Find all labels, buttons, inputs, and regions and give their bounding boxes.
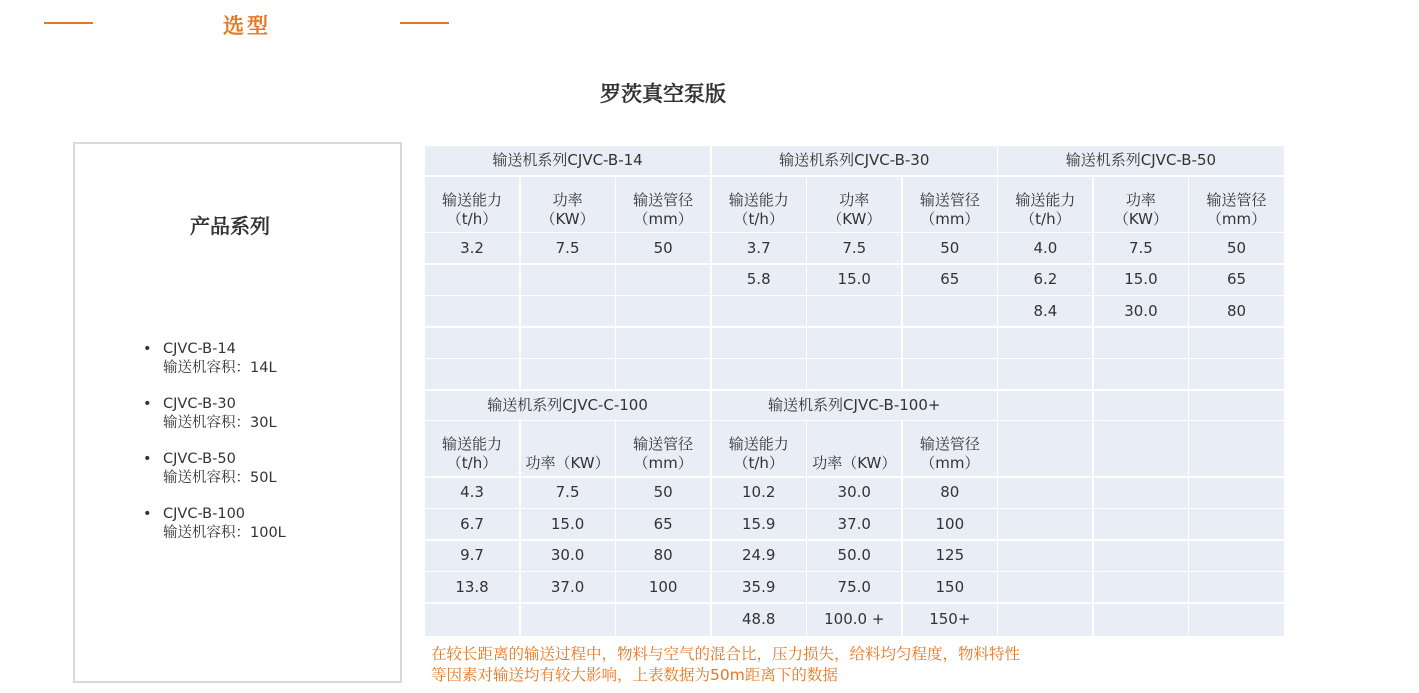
- table-cell: 50.0: [807, 541, 901, 571]
- table-cell: 13.8: [425, 572, 519, 602]
- table-cell: 35.9: [712, 572, 806, 602]
- table-header-cell: 输送管径 （mm）: [1189, 177, 1283, 232]
- table-cell: 6.2: [998, 265, 1092, 295]
- table-cell: [521, 265, 615, 295]
- table-cell: [1189, 541, 1283, 571]
- table-cell: [1189, 604, 1283, 636]
- table-cell: 150: [903, 572, 997, 602]
- table-cell: [998, 572, 1092, 602]
- table-cell: [521, 296, 615, 326]
- table-header-cell: 输送能力 （t/h）: [425, 177, 519, 232]
- table-cell: 15.0: [807, 265, 901, 295]
- table-cell: 7.5: [807, 233, 901, 263]
- table-header-cell: 功率 （KW）: [1094, 177, 1188, 232]
- table-cell: 5.8: [712, 265, 806, 295]
- table-header-cell: [1189, 421, 1283, 476]
- table-cell: [425, 604, 519, 636]
- table-cell: 37.0: [521, 572, 615, 602]
- table-cell: [1094, 359, 1188, 389]
- table-cell: 65: [903, 265, 997, 295]
- list-item: • CJVC-B-30 输送机容积：30L: [143, 396, 277, 431]
- table-header-cell: 功率 （KW）: [807, 177, 901, 232]
- table-cell: [1094, 509, 1188, 539]
- series-list: [143, 340, 286, 560]
- title-rule-right: [400, 22, 449, 24]
- table-cell: [616, 604, 710, 636]
- table-cell: [903, 359, 997, 389]
- table-cell: 7.5: [1094, 233, 1188, 263]
- table-cell: [425, 296, 519, 326]
- table-cell: 8.4: [998, 296, 1092, 326]
- table-cell: 50: [616, 478, 710, 508]
- table-header-cell: 输送能力 （t/h）: [712, 421, 806, 476]
- table-cell: [1094, 604, 1188, 636]
- table-cell: 65: [616, 509, 710, 539]
- bullet-icon: •: [143, 396, 152, 412]
- table-cell: 9.7: [425, 541, 519, 571]
- table-cell: 15.0: [1094, 265, 1188, 295]
- table-header-cell: 输送管径 （mm）: [616, 421, 710, 476]
- table-cell: [616, 359, 710, 389]
- table-cell: [616, 265, 710, 295]
- table-header-cell: 功率 （KW）: [521, 177, 615, 232]
- table-cell: 125: [903, 541, 997, 571]
- table-group-title: 输送机系列CJVC-B-30: [712, 146, 997, 175]
- table-cell: [1094, 541, 1188, 571]
- table-cell: 15.0: [521, 509, 615, 539]
- table-cell: 50: [616, 233, 710, 263]
- table-header-cell: 输送能力 （t/h）: [998, 177, 1092, 232]
- table-cell: [425, 265, 519, 295]
- table-cell: 65: [1189, 265, 1283, 295]
- table-cell: 7.5: [521, 233, 615, 263]
- table-cell: [712, 296, 806, 326]
- table-cell: [903, 296, 997, 326]
- table-cell: 24.9: [712, 541, 806, 571]
- table-cell: 100: [903, 509, 997, 539]
- table-cell: 3.7: [712, 233, 806, 263]
- table-cell: [712, 328, 806, 358]
- table-cell: [521, 359, 615, 389]
- table-header-cell: 输送管径 （mm）: [616, 177, 710, 232]
- table-group-title: 输送机系列CJVC-B-14: [425, 146, 710, 175]
- table-cell: 80: [903, 478, 997, 508]
- bullet-icon: •: [143, 341, 152, 357]
- table-group-title: 输送机系列CJVC-C-100: [425, 391, 710, 420]
- table-cell: [616, 296, 710, 326]
- table-cell: 150+: [903, 604, 997, 636]
- table-cell: [903, 328, 997, 358]
- table-cell: [712, 359, 806, 389]
- table-cell: 48.8: [712, 604, 806, 636]
- table-cell: 10.2: [712, 478, 806, 508]
- table-cell: [1189, 509, 1283, 539]
- table-cell: 75.0: [807, 572, 901, 602]
- table-cell: [1189, 328, 1283, 358]
- table-cell: [1189, 359, 1283, 389]
- table-header-cell: [1094, 421, 1188, 476]
- page-title: 罗茨真空泵版: [600, 82, 726, 106]
- table-cell: [807, 328, 901, 358]
- table-cell: 37.0: [807, 509, 901, 539]
- table-cell: 6.7: [425, 509, 519, 539]
- table-cell: [807, 296, 901, 326]
- table-cell: [1189, 572, 1283, 602]
- table-cell: [521, 604, 615, 636]
- table-header-cell: 输送能力 （t/h）: [712, 177, 806, 232]
- table-cell: 80: [616, 541, 710, 571]
- table-cell: 50: [903, 233, 997, 263]
- table-cell: [425, 359, 519, 389]
- title-rule-left: [44, 22, 93, 24]
- selection-table: [425, 146, 1285, 636]
- table-header-cell: 功率（KW）: [807, 421, 901, 476]
- bullet-icon: •: [143, 506, 152, 522]
- table-cell: 4.0: [998, 233, 1092, 263]
- list-item: • CJVC-B-50 输送机容积：50L: [143, 451, 277, 486]
- table-cell: 3.2: [425, 233, 519, 263]
- table-cell: 50: [1189, 233, 1283, 263]
- table-header-cell: [998, 421, 1092, 476]
- table-header-cell: 功率（KW）: [521, 421, 615, 476]
- table-cell: 100.0 +: [807, 604, 901, 636]
- bullet-icon: •: [143, 451, 152, 467]
- table-cell: [998, 541, 1092, 571]
- table-cell: 15.9: [712, 509, 806, 539]
- table-cell: 30.0: [807, 478, 901, 508]
- table-header-cell: 输送管径 （mm）: [903, 177, 997, 232]
- table-cell: [1094, 478, 1188, 508]
- list-item: • CJVC-B-100 输送机容积：100L: [143, 506, 286, 541]
- table-cell: [998, 391, 1092, 420]
- table-header-cell: 输送管径 （mm）: [903, 421, 997, 476]
- table-cell: 30.0: [521, 541, 615, 571]
- table-cell: [1094, 328, 1188, 358]
- table-cell: 4.3: [425, 478, 519, 508]
- table-cell: 7.5: [521, 478, 615, 508]
- table-cell: [807, 359, 901, 389]
- table-cell: 100: [616, 572, 710, 602]
- product-series-panel: [73, 142, 402, 683]
- table-cell: [1094, 391, 1188, 420]
- table-cell: [425, 328, 519, 358]
- table-cell: [616, 328, 710, 358]
- table-group-title: 输送机系列CJVC-B-50: [998, 146, 1283, 175]
- section-title: 选型: [223, 14, 271, 38]
- product-series-title: 产品系列: [190, 214, 270, 238]
- table-note: 在较长距离的输送过程中，物料与空气的混合比，压力损失，给料均匀程度，物料特性等因素对输送均有较大影响，上表数据为50m距离下的数据: [431, 645, 1021, 684]
- list-item: • CJVC-B-14 输送机容积：14L: [143, 341, 277, 376]
- table-cell: 80: [1189, 296, 1283, 326]
- table-group-title: 输送机系列CJVC-B-100+: [712, 391, 997, 420]
- table-cell: [998, 604, 1092, 636]
- table-cell: 30.0: [1094, 296, 1188, 326]
- table-header-cell: 输送能力 （t/h）: [425, 421, 519, 476]
- table-cell: [998, 478, 1092, 508]
- table-cell: [998, 509, 1092, 539]
- table-cell: [521, 328, 615, 358]
- table-cell: [1189, 391, 1283, 420]
- table-cell: [1094, 572, 1188, 602]
- table-cell: [998, 328, 1092, 358]
- table-cell: [998, 359, 1092, 389]
- table-cell: [1189, 478, 1283, 508]
